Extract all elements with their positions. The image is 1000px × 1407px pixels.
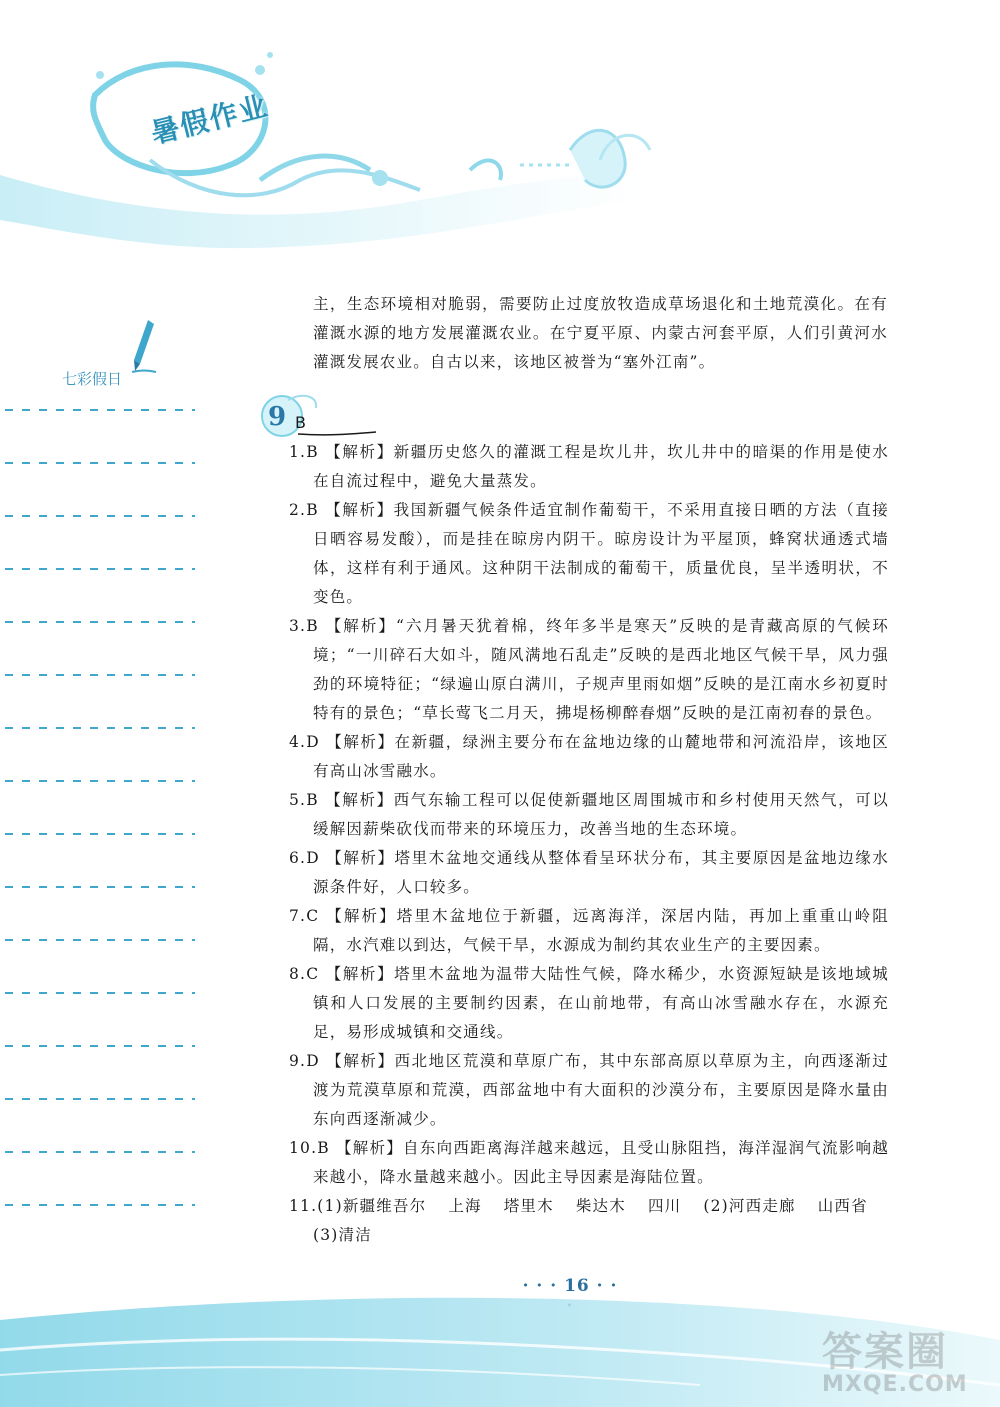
answer-list [289, 438, 889, 1250]
note-lines [5, 408, 195, 1228]
page-number: · · · 16 · · [522, 1276, 618, 1296]
answer-item-9: 9.D 【解析】西北地区荒漠和草原广布，其中东部高原以草原为主，向西逐渐过渡为荒漠草原和荒漠，西部盆地中有大面积的沙漠分布，主要原因是降水量由东向西逐渐减少。 [289, 1052, 889, 1128]
answer-11-part: 柴达木 [575, 1197, 626, 1215]
answer-item-1: 1.B 【解析】新疆历史悠久的灌溉工程是坎儿井，坎儿井中的暗渠的作用是使水在自流过程中，避免大量蒸发。 [289, 443, 889, 490]
section-number: 9 [268, 402, 287, 432]
watermark-url: MXQE.COM [822, 1372, 968, 1397]
sidebar-label: 七彩假日 [62, 370, 123, 388]
answer-11-part: (2)河西走廊 [703, 1197, 796, 1215]
answer-11-part: 塔里木 [503, 1197, 554, 1215]
pen-icon [128, 318, 158, 374]
answer-item-6: 6.D 【解析】塔里木盆地交通线从整体看呈环状分布，其主要原因是盆地边缘水源条件好，人口较多。 [289, 849, 889, 896]
answer-item-3: 3.B 【解析】“六月暑天犹着棉，终年多半是寒天”反映的是青藏高原的气候环境；“一川碎石大如斗，随风满地石乱走”反映的是西北地区气候干旱，风力强劲的环境特征；“绿遍山原白满川，子规声里雨如烟”反映的是江南水乡初夏时特有的景色；“草长莺飞二月天，拂堤杨柳醉春烟”反映的是江南初春的景色。 [289, 617, 889, 722]
answer-item-7: 7.C 【解析】塔里木盆地位于新疆，远离海洋，深居内陆，再加上重重山岭阻隔，水汽难以到达，气候干旱，水源成为制约其农业生产的主要因素。 [289, 907, 889, 954]
answer-item-10: 10.B 【解析】自东向西距离海洋越来越远，且受山脉阻挡，海洋湿润气流影响越来越小，降水量越来越小。因此主导因素是海陆位置。 [289, 1139, 889, 1186]
answer-item-2: 2.B 【解析】我国新疆气候条件适宜制作葡萄干，不采用直接日晒的方法（直接日晒容易发酸），而是挂在晾房内阴干。晾房设计为平屋顶，蜂窝状通透式墙体，这样有利于通风。这种阴干法制成的葡萄干，质量优良，呈半透明状，不变色。 [289, 501, 889, 606]
answer-11-part: 上海 [448, 1197, 482, 1215]
answer-11-part: 四川 [647, 1197, 682, 1215]
answer-11-part: (1)新疆维吾尔 [317, 1197, 427, 1215]
answer-11-part3: (3)清洁 [313, 1226, 372, 1244]
header-title: 暑假作业 [147, 88, 273, 151]
answer-11-prefix: 11. [289, 1197, 318, 1215]
answer-item-8: 8.C 【解析】塔里木盆地为温带大陆性气候，降水稀少，水资源短缺是该地域城镇和人口发展的主要制约因素，在山前地带，有高山冰雪融水存在，水源充足，易形成城镇和交通线。 [289, 965, 889, 1041]
continuation-paragraph: 主，生态环境相对脆弱，需要防止过度放牧造成草场退化和土地荒漠化。在有灌溉水源的地方发展灌溉农业。在宁夏平原、内蒙古河套平原，人们引黄河水灌溉发展农业。自古以来，该地区被誉为“塞外江南”。 [313, 295, 888, 371]
answer-item-11 [289, 1192, 889, 1221]
section-letter: B [295, 413, 306, 432]
answer-item-5: 5.B 【解析】西气东输工程可以促使新疆地区周围城市和乡村使用天然气，可以缓解因薪柴砍伐而带来的环境压力，改善当地的生态环境。 [289, 791, 889, 838]
watermark-logo: 答案圈 [822, 1329, 948, 1375]
answer-11-part: 山西省 [817, 1197, 868, 1215]
answer-item-4: 4.D 【解析】在新疆，绿洲主要分布在盆地边缘的山麓地带和河流沿岸，该地区有高山冰雪融水。 [289, 733, 889, 780]
